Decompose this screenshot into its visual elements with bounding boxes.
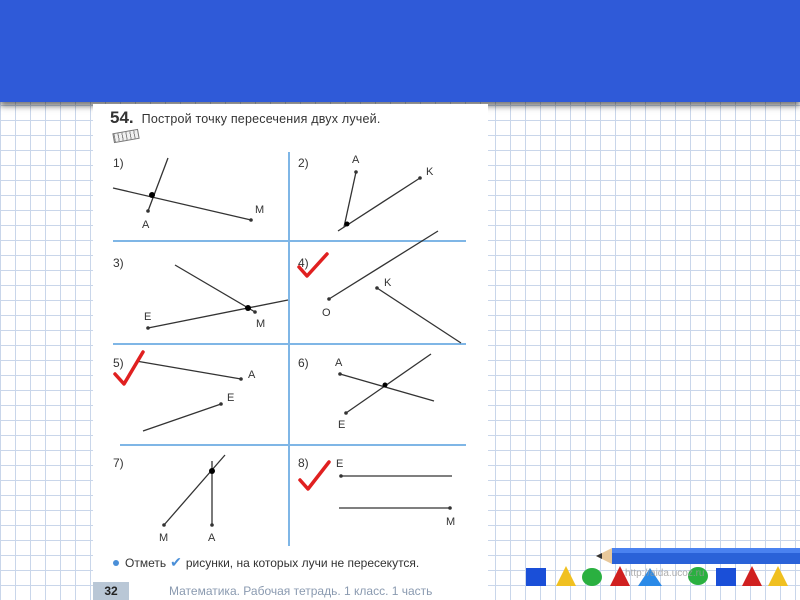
point-label: M xyxy=(255,204,265,216)
triangle-icon xyxy=(768,566,788,586)
intersection-point-3 xyxy=(245,305,251,311)
cell-label-7: 7) xyxy=(113,456,124,470)
ray-7a xyxy=(164,455,225,525)
point-6-a xyxy=(338,372,342,376)
point-2-a xyxy=(354,170,358,174)
point-label: A xyxy=(208,532,216,544)
ray-6b xyxy=(346,354,431,413)
ray-1a xyxy=(148,158,168,211)
page-number: 32 xyxy=(93,582,129,600)
point-5-e xyxy=(219,402,223,406)
point-2-k xyxy=(418,176,422,180)
task-number: 54. xyxy=(110,108,134,127)
point-4-o xyxy=(327,297,331,301)
ray-2b xyxy=(338,178,420,231)
pyramid-icon xyxy=(742,566,762,586)
point-3-m xyxy=(253,310,257,314)
point-label: A xyxy=(142,219,150,231)
cell-label-3: 3) xyxy=(113,256,124,270)
cell-label-6: 6) xyxy=(298,356,309,370)
ray-3b xyxy=(175,265,255,312)
cell-label-1: 1) xyxy=(113,156,124,170)
cell-label-8: 8) xyxy=(298,456,309,470)
intersection-point-6 xyxy=(383,383,388,388)
ray-3a xyxy=(148,300,288,328)
point-label: E xyxy=(336,458,344,470)
book-title: Математика. Рабочая тетрадь. 1 класс. 1 часть xyxy=(169,584,433,598)
ray-6a xyxy=(340,374,434,401)
point-1-a xyxy=(146,209,150,213)
point-label: A xyxy=(352,154,360,166)
point-label: E xyxy=(144,311,152,323)
point-1-m xyxy=(249,218,253,222)
ray-5a xyxy=(136,361,241,379)
footer-note-end: рисунки, на которых лучи не пересекутся. xyxy=(185,555,420,570)
ray-5b xyxy=(143,404,221,431)
cell-label-2: 2) xyxy=(298,156,309,170)
intersection-point-7 xyxy=(209,468,215,474)
point-6-e xyxy=(344,411,348,415)
ray-2a xyxy=(344,172,356,227)
workbook-page xyxy=(93,104,488,600)
point-3-e xyxy=(146,326,150,330)
point-7-a xyxy=(210,523,214,527)
point-7-m xyxy=(162,523,166,527)
point-4-k xyxy=(375,286,379,290)
intersection-point-1 xyxy=(149,192,155,198)
task-instruction: Построй точку пересечения двух лучей. xyxy=(141,112,381,126)
ray-4b xyxy=(377,288,461,343)
point-label: M xyxy=(446,516,456,528)
footer-note-start: Отметь xyxy=(125,555,167,570)
cell-label-4: 4) xyxy=(298,256,309,270)
cube-icon xyxy=(716,568,736,586)
point-label: M xyxy=(159,532,169,544)
point-label: K xyxy=(384,277,392,289)
watermark: http://aida.ucoz.ru xyxy=(625,568,705,579)
point-8-e xyxy=(339,474,343,478)
top-banner xyxy=(0,0,800,102)
check-icon: ✔ xyxy=(170,554,182,570)
point-label: E xyxy=(338,419,346,431)
point-5-a xyxy=(239,377,243,381)
ray-1b xyxy=(113,188,251,220)
point-label: A xyxy=(248,369,256,381)
footer-instruction xyxy=(113,554,419,571)
cube-icon xyxy=(526,568,546,586)
point-label: M xyxy=(256,318,266,330)
exercise-drawing xyxy=(93,104,488,600)
bullet-icon xyxy=(113,560,119,566)
point-label: E xyxy=(227,392,235,404)
cell-label-5: 5) xyxy=(113,356,124,370)
point-label: O xyxy=(322,307,331,319)
point-8-m xyxy=(448,506,452,510)
point-label: K xyxy=(426,166,434,178)
triangle-icon xyxy=(556,566,576,586)
sphere-icon xyxy=(582,568,602,586)
point-label: A xyxy=(335,357,343,369)
intersection-point-2 xyxy=(345,222,350,227)
